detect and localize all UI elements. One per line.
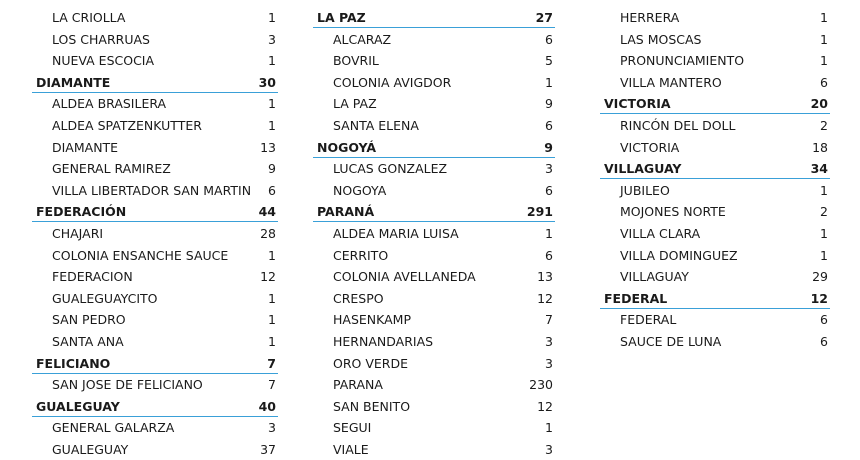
locality-count: 3 (545, 442, 553, 457)
department-row (600, 158, 828, 179)
locality-count: 6 (545, 182, 553, 198)
locality-count: 230 (529, 377, 553, 393)
locality-name: MOJONES NORTE (620, 204, 726, 220)
locality-row (600, 309, 828, 330)
locality-name: HERRERA (620, 10, 680, 25)
locality-count: 12 (537, 398, 553, 414)
locality-count: 1 (268, 118, 276, 133)
locality-row (313, 72, 553, 93)
locality-row (32, 115, 276, 136)
locality-count: 9 (268, 161, 276, 177)
locality-name: LOS CHARRUAS (52, 31, 150, 47)
locality-row (32, 7, 276, 28)
locality-count: 3 (545, 334, 553, 349)
department-row (32, 72, 276, 93)
locality-name: SANTA ELENA (333, 118, 419, 133)
locality-row (600, 115, 828, 136)
locality-row (313, 309, 553, 330)
locality-name: CERRITO (333, 247, 389, 263)
locality-name: COLONIA AVIGDOR (333, 74, 452, 90)
locality-count: 37 (260, 442, 276, 457)
locality-row (32, 288, 276, 309)
department-name: PARANÁ (317, 204, 375, 220)
department-total: 291 (526, 204, 553, 220)
locality-row (600, 29, 828, 50)
department-name: VICTORIA (604, 96, 671, 112)
locality-name: VILLA LIBERTADOR SAN MARTIN (52, 182, 252, 198)
locality-count: 1 (820, 53, 828, 69)
locality-row (600, 331, 828, 352)
locality-row (600, 72, 828, 93)
locality-name: COLONIA AVELLANEDA (333, 269, 476, 285)
department-row (313, 7, 553, 28)
locality-count: 1 (268, 247, 276, 263)
locality-name: SAN JOSE DE FELICIANO (52, 377, 203, 393)
locality-name: SAN PEDRO (52, 312, 126, 328)
locality-name: SAUCE DE LUNA (620, 334, 722, 349)
department-row (600, 93, 828, 114)
department-total: 44 (258, 204, 276, 220)
locality-name: GUALEGUAY (52, 442, 129, 457)
locality-count: 1 (820, 10, 828, 25)
locality-name: HASENKAMP (333, 312, 411, 328)
locality-name: LAS MOSCAS (620, 31, 702, 47)
locality-row (32, 309, 276, 330)
locality-count: 7 (545, 312, 553, 328)
locality-count: 6 (545, 247, 553, 263)
locality-count: 2 (820, 204, 828, 220)
locality-count: 6 (820, 312, 828, 328)
locality-row (32, 439, 276, 460)
locality-count: 1 (545, 226, 553, 241)
department-total: 30 (258, 74, 276, 90)
locality-row (313, 374, 553, 395)
locality-name: ALDEA MARIA LUISA (333, 226, 459, 241)
department-name: FEDERACIÓN (36, 204, 127, 220)
locality-row (313, 396, 553, 417)
locality-name: FEDERACION (52, 269, 133, 285)
department-total: 34 (810, 161, 828, 177)
locality-count: 9 (545, 96, 553, 112)
department-total: 9 (544, 139, 553, 155)
department-name: GUALEGUAY (36, 398, 120, 414)
locality-row (313, 266, 553, 287)
locality-row (313, 93, 553, 114)
locality-count: 1 (268, 334, 276, 349)
department-total: 20 (810, 96, 828, 112)
department-row (313, 137, 553, 158)
locality-row (313, 50, 553, 71)
locality-name: VICTORIA (620, 139, 680, 155)
locality-row (313, 288, 553, 309)
locality-row (32, 266, 276, 287)
locality-row (32, 50, 276, 71)
department-total: 12 (810, 290, 828, 306)
locality-name: SAN BENITO (333, 398, 411, 414)
locality-name: PRONUNCIAMIENTO (620, 53, 745, 69)
locality-count: 3 (545, 355, 553, 371)
locality-row (313, 115, 553, 136)
department-total: 27 (535, 10, 553, 25)
locality-count: 3 (268, 420, 276, 436)
locality-name: NUEVA ESCOCIA (52, 53, 155, 69)
department-total: 40 (258, 398, 276, 414)
locality-row (313, 439, 553, 460)
locality-row (313, 331, 553, 352)
locality-row (313, 245, 553, 266)
locality-name: LUCAS GONZALEZ (333, 161, 448, 177)
locality-row (313, 353, 553, 374)
locality-count: 28 (260, 226, 276, 241)
locality-count: 1 (820, 182, 828, 198)
locality-name: CRESPO (333, 290, 384, 306)
locality-row (600, 245, 828, 266)
locality-row (32, 417, 276, 438)
locality-row (600, 201, 828, 222)
locality-count: 1 (820, 226, 828, 241)
locality-name: ALDEA SPATZENKUTTER (52, 118, 202, 133)
locality-name: VILLA DOMINGUEZ (620, 247, 738, 263)
locality-count: 12 (260, 269, 276, 285)
locality-name: SANTA ANA (52, 334, 124, 349)
locality-name: VILLAGUAY (620, 269, 689, 285)
locality-name: ORO VERDE (333, 355, 408, 371)
department-row (32, 396, 276, 417)
locality-name: CHAJARI (52, 226, 104, 241)
department-name: DIAMANTE (36, 74, 111, 90)
locality-name: RINCÓN DEL DOLL (620, 118, 736, 133)
locality-count: 1 (545, 420, 553, 436)
locality-row (313, 223, 553, 244)
locality-count: 1 (268, 10, 276, 25)
locality-name: FEDERAL (620, 312, 677, 328)
locality-row (600, 223, 828, 244)
locality-row (32, 331, 276, 352)
locality-name: GENERAL RAMIREZ (52, 161, 171, 177)
locality-count: 1 (545, 74, 553, 90)
locality-name: GENERAL GALARZA (52, 420, 175, 436)
locality-count: 1 (268, 96, 276, 112)
locality-row (32, 137, 276, 158)
locality-count: 1 (268, 53, 276, 69)
department-row (600, 288, 828, 309)
locality-count: 18 (812, 139, 828, 155)
locality-name: ALDEA BRASILERA (52, 96, 167, 112)
locality-count: 6 (820, 334, 828, 349)
locality-count: 2 (820, 118, 828, 133)
locality-row (600, 7, 828, 28)
locality-count: 1 (268, 312, 276, 328)
locality-row (313, 158, 553, 179)
locality-row (600, 266, 828, 287)
locality-name: SEGUI (333, 420, 372, 436)
locality-row (313, 180, 553, 201)
locality-row (600, 180, 828, 201)
locality-name: VILLA MANTERO (620, 74, 722, 90)
locality-count: 6 (545, 118, 553, 133)
locality-row (313, 29, 553, 50)
locality-count: 29 (812, 269, 828, 285)
locality-name: NOGOYA (333, 182, 387, 198)
locality-count: 3 (545, 161, 553, 177)
locality-name: VILLA CLARA (620, 226, 701, 241)
locality-name: LA PAZ (333, 96, 377, 112)
locality-name: COLONIA ENSANCHE SAUCE (52, 247, 229, 263)
department-total: 7 (267, 355, 276, 371)
locality-count: 13 (537, 269, 553, 285)
locality-count: 6 (545, 31, 553, 47)
locality-row (32, 29, 276, 50)
locality-count: 1 (268, 290, 276, 306)
locality-row (32, 180, 276, 201)
locality-row (600, 50, 828, 71)
locality-name: ALCARAZ (333, 31, 392, 47)
locality-row (313, 417, 553, 438)
locality-name: LA CRIOLLA (52, 10, 126, 25)
department-name: VILLAGUAY (604, 161, 682, 177)
locality-count: 13 (260, 139, 276, 155)
locality-row (32, 223, 276, 244)
department-row (32, 353, 276, 374)
department-name: FEDERAL (604, 290, 668, 306)
locality-row (32, 374, 276, 395)
locality-count: 6 (268, 182, 276, 198)
locality-count: 1 (820, 31, 828, 47)
locality-count: 12 (537, 290, 553, 306)
locality-name: VIALE (333, 442, 369, 457)
locality-row (32, 245, 276, 266)
locality-count: 5 (545, 53, 553, 69)
locality-count: 3 (268, 31, 276, 47)
locality-name: BOVRIL (333, 53, 379, 69)
department-name: NOGOYÁ (317, 139, 377, 155)
department-row (32, 201, 276, 222)
department-row (313, 201, 553, 222)
locality-count: 7 (268, 377, 276, 393)
department-name: FELICIANO (36, 355, 111, 371)
locality-name: HERNANDARIAS (333, 334, 434, 349)
department-name: LA PAZ (317, 10, 366, 25)
locality-name: DIAMANTE (52, 139, 119, 155)
locality-count: 6 (820, 74, 828, 90)
locality-count: 1 (820, 247, 828, 263)
locality-name: GUALEGUAYCITO (52, 290, 158, 306)
locality-row (600, 137, 828, 158)
locality-row (32, 93, 276, 114)
locality-row (32, 158, 276, 179)
locality-name: PARANA (333, 377, 383, 393)
locality-name: JUBILEO (620, 182, 670, 198)
